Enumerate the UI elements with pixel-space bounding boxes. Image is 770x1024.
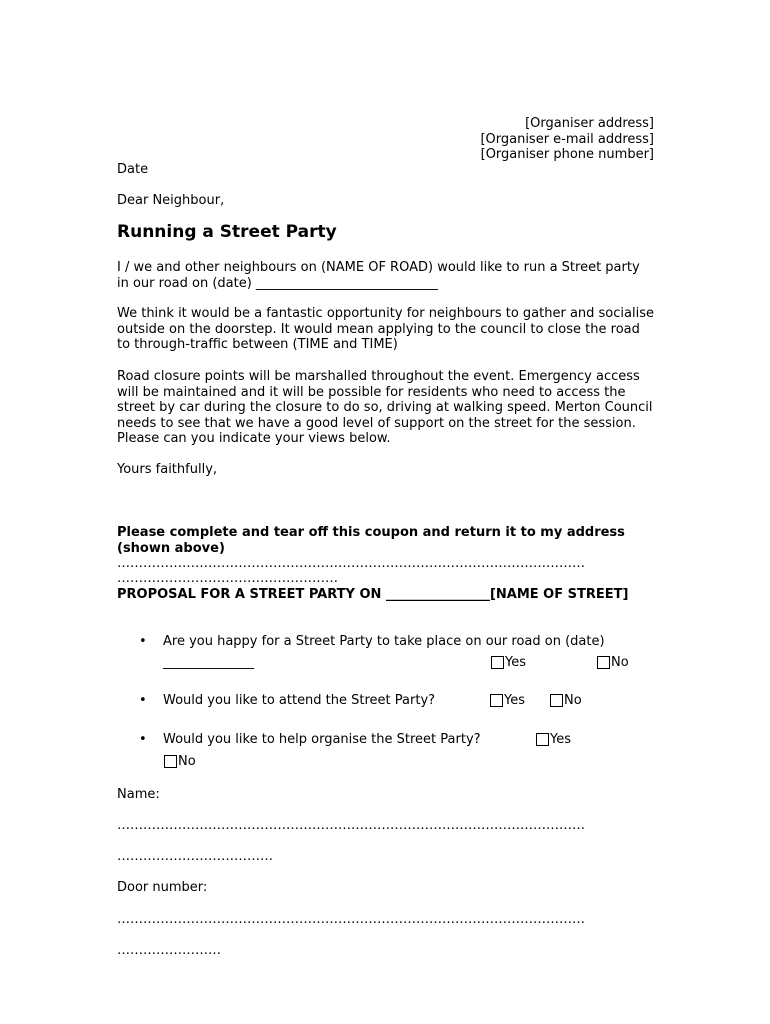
question-text: Are you happy for a Street Party to take place on our road on (date): [163, 634, 605, 649]
organiser-address: [Organiser address]: [525, 116, 654, 131]
organiser-phone: [Organiser phone number]: [480, 147, 654, 162]
question-help-organise: [163, 732, 654, 772]
bullet: •: [139, 732, 147, 747]
paragraph-opportunity: We think it would be a fantastic opportunity for neighbours to gather and socialise outside on the doorstep. It would mean applying to the council to close the road to through-traffic between (TIME and TIME): [117, 306, 654, 352]
option-no[interactable]: No: [597, 655, 629, 671]
paragraph-road-closure: Road closure points will be marshalled throughout the event. Emergency access will be maintained and it will be possible for residents who need to access the street by car during the closure to do so, driving at walking speed. Merton Council needs to see that we have a good level of support on the street for the session. Please can you indicate your views below.: [117, 369, 653, 446]
organiser-address-block: [117, 116, 654, 163]
option-yes[interactable]: Yes: [491, 655, 526, 671]
question-happy: [163, 634, 654, 674]
date-blank: ______________: [163, 655, 254, 670]
checkbox-icon[interactable]: [490, 694, 503, 707]
tear-line: ………………………………………………………………………………………………: [117, 556, 585, 571]
door-number-label: Door number:: [117, 880, 208, 895]
tear-line-end: ……………………………………………: [117, 571, 338, 586]
option-no[interactable]: No: [164, 754, 196, 770]
question-text: Would you like to help organise the Street Party?: [163, 732, 481, 747]
letter-page: [117, 0, 654, 1024]
door-number-field[interactable]: ………………………………………………………………………………………………: [117, 912, 585, 927]
option-yes[interactable]: Yes: [536, 732, 571, 748]
question-attend: [163, 693, 654, 713]
coupon-instruction: Please complete and tear off this coupon and return it to my address (shown above): [117, 525, 625, 556]
checkbox-icon[interactable]: [536, 733, 549, 746]
paragraph-intro: I / we and other neighbours on (NAME OF ROAD) would like to run a Street party in our road on (date) ____________________________: [117, 260, 640, 291]
checkbox-icon[interactable]: [164, 755, 177, 768]
proposal-heading: PROPOSAL FOR A STREET PARTY ON ________________[NAME OF STREET]: [117, 587, 629, 602]
option-no[interactable]: No: [550, 693, 582, 709]
salutation: Dear Neighbour,: [117, 193, 225, 208]
checkbox-icon[interactable]: [491, 656, 504, 669]
signoff: Yours faithfully,: [117, 462, 218, 477]
bullet: •: [139, 693, 147, 708]
checkbox-icon[interactable]: [597, 656, 610, 669]
option-yes[interactable]: Yes: [490, 693, 525, 709]
bullet: •: [139, 634, 147, 649]
door-number-field-end[interactable]: ……………………: [117, 943, 221, 958]
name-field-end[interactable]: ………………………………: [117, 849, 273, 864]
question-text: Would you like to attend the Street Party?: [163, 693, 436, 708]
name-label: Name:: [117, 787, 160, 802]
date-label: Date: [117, 162, 149, 177]
name-field[interactable]: ………………………………………………………………………………………………: [117, 818, 585, 833]
organiser-email: [Organiser e-mail address]: [480, 131, 654, 147]
letter-title: Running a Street Party: [117, 222, 337, 242]
checkbox-icon[interactable]: [550, 694, 563, 707]
